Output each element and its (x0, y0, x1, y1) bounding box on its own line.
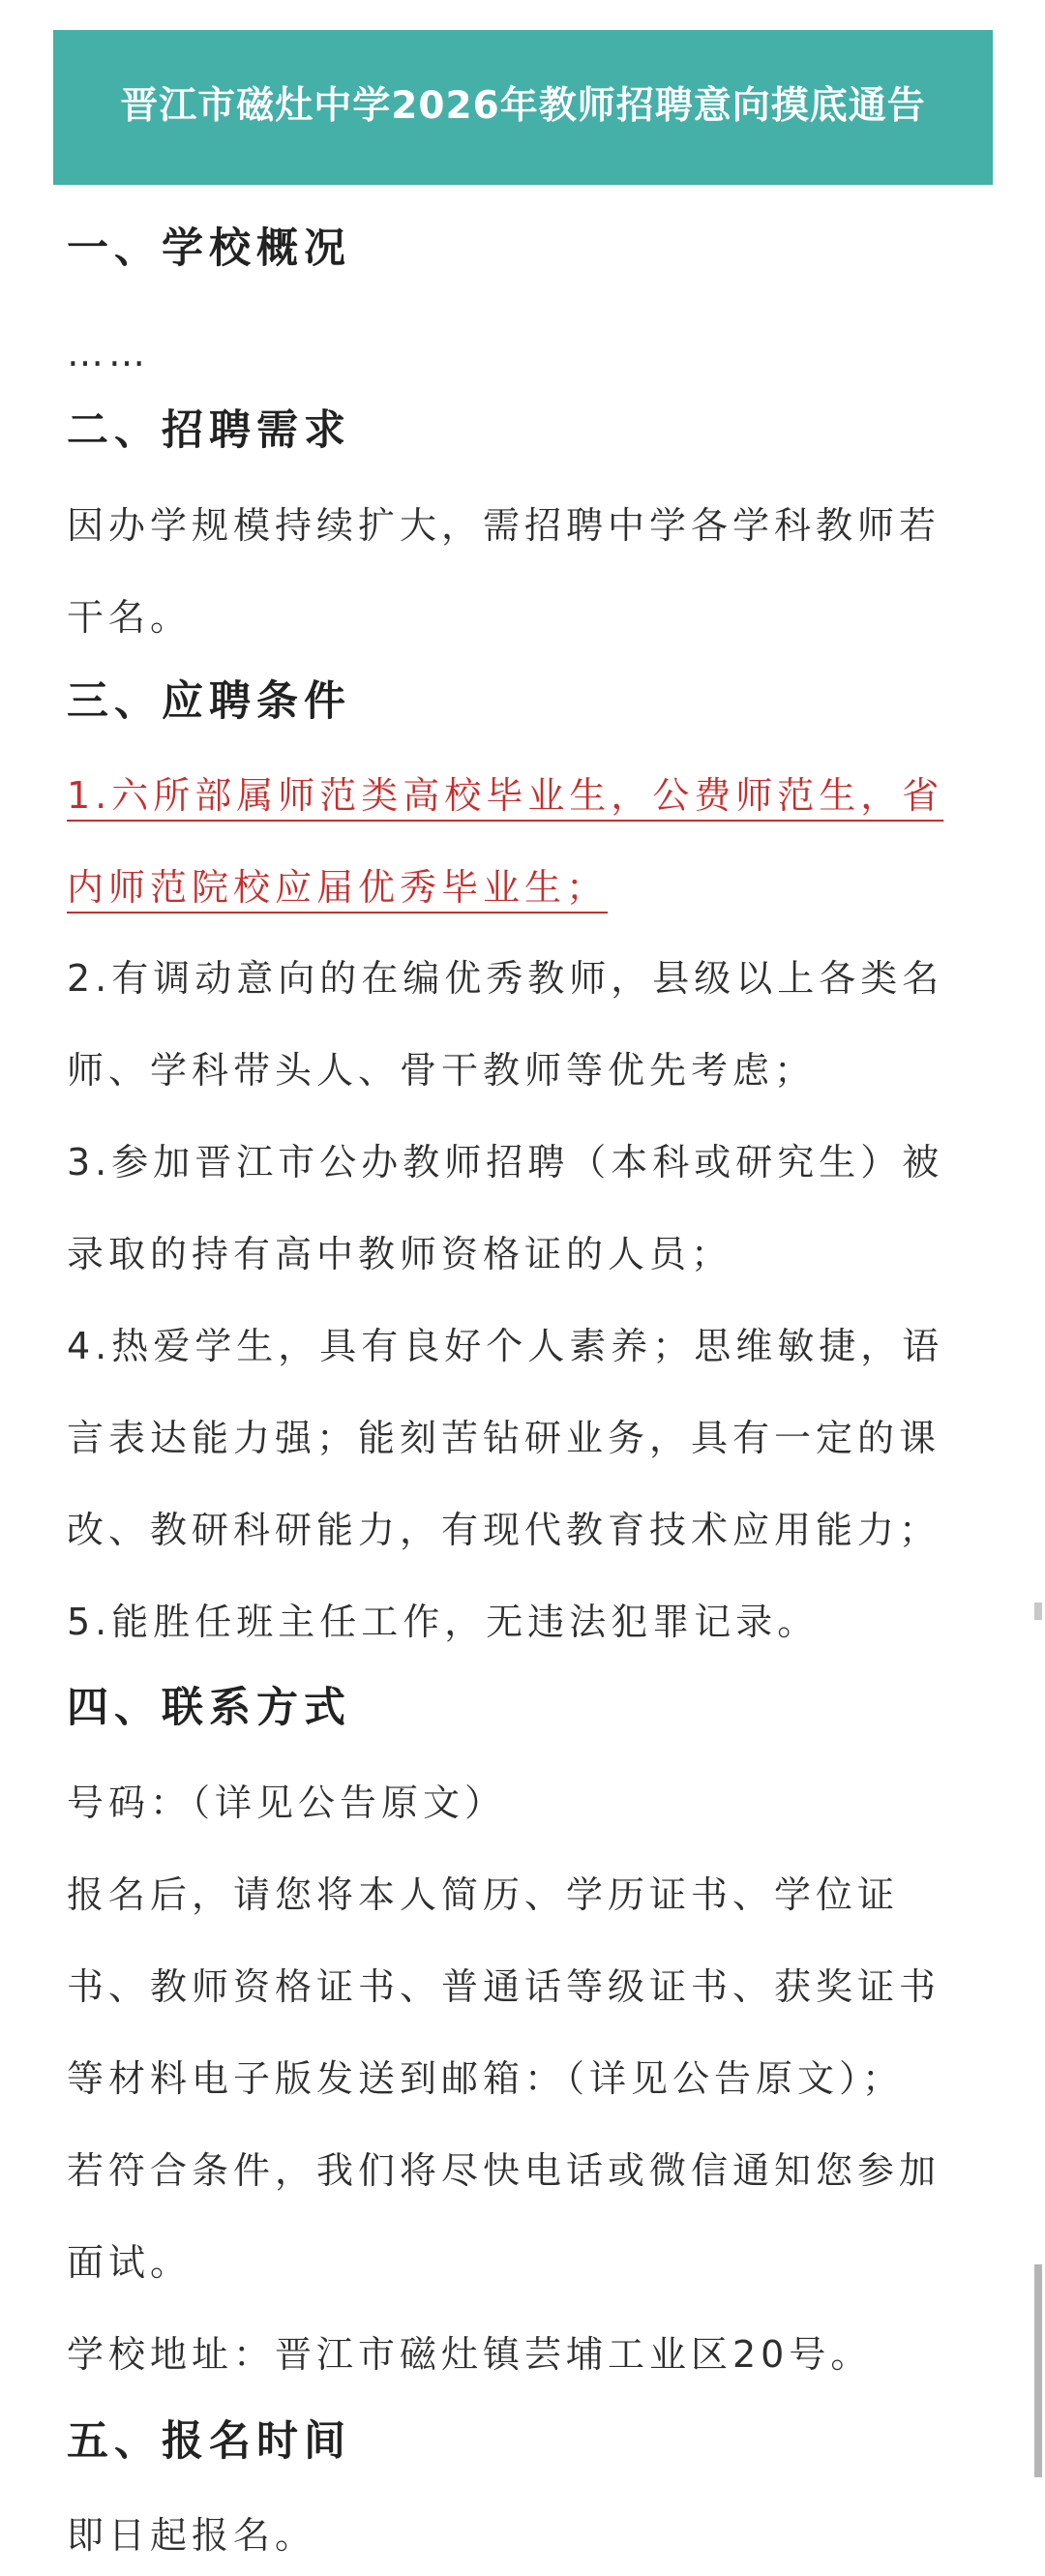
header-divider (53, 182, 993, 185)
section-heading-recruitment-needs: 二、招聘需求 (67, 406, 351, 455)
recruitment-needs-line-2: 干名。 (67, 596, 193, 639)
section-heading-school-overview: 一、学校概况 (67, 225, 351, 273)
requirement-3-line-1: 3.参加晋江市公办教师招聘（本科或研究生）被 (67, 1141, 944, 1183)
section-heading-contact: 四、联系方式 (67, 1684, 351, 1732)
scrollbar-thumb[interactable] (1034, 2264, 1042, 2477)
contact-instructions-line-1: 报名后，请您将本人简历、学历证书、学位证 (67, 1873, 900, 1916)
requirement-4-line-2: 言表达能力强；能刻苦钻研业务，具有一定的课 (67, 1417, 941, 1459)
scrollbar-marker[interactable] (1034, 1603, 1042, 1620)
requirement-1-line-1: 1.六所部属师范类高校毕业生，公费师范生，省 (67, 774, 944, 817)
requirement-4-line-3: 改、教研科研能力，有现代教育技术应用能力； (67, 1509, 941, 1551)
contact-phone: 号码：（详见公告原文） (67, 1782, 507, 1824)
requirement-3-line-2: 录取的持有高中教师资格证的人员； (67, 1233, 733, 1275)
contact-instructions-line-2: 书、教师资格证书、普通话等级证书、获奖证书 (67, 1965, 941, 2008)
requirement-2-line-2: 师、学科带头人、骨干教师等优先考虑； (67, 1049, 817, 1092)
requirement-5-line-1: 5.能胜任班主任工作，无违法犯罪记录。 (67, 1601, 820, 1643)
school-overview-text: …… (67, 332, 150, 374)
section-heading-registration-time: 五、报名时间 (67, 2417, 351, 2466)
header-banner (53, 30, 993, 182)
contact-instructions-line-4: 若符合条件，我们将尽快电话或微信通知您参加 (67, 2149, 941, 2192)
registration-time-text: 即日起报名。 (67, 2514, 317, 2557)
requirement-4-line-1: 4.热爱学生，具有良好个人素养；思维敏捷，语 (67, 1325, 944, 1367)
page-title: 晋江市磁灶中学2026年教师招聘意向摸底通告 (120, 83, 926, 128)
contact-instructions-line-5: 面试。 (67, 2241, 193, 2284)
section-heading-requirements: 三、应聘条件 (67, 677, 351, 726)
requirement-2-line-1: 2.有调动意向的在编优秀教师，县级以上各类名 (67, 957, 944, 1000)
contact-instructions-line-3: 等材料电子版发送到邮箱：（详见公告原文）； (67, 2057, 905, 2100)
recruitment-needs-line-1: 因办学规模持续扩大，需招聘中学各学科教师若 (67, 504, 941, 547)
school-address: 学校地址：晋江市磁灶镇芸埔工业区20号。 (67, 2333, 873, 2376)
requirement-1-line-2: 内师范院校应届优秀毕业生； (67, 866, 609, 909)
